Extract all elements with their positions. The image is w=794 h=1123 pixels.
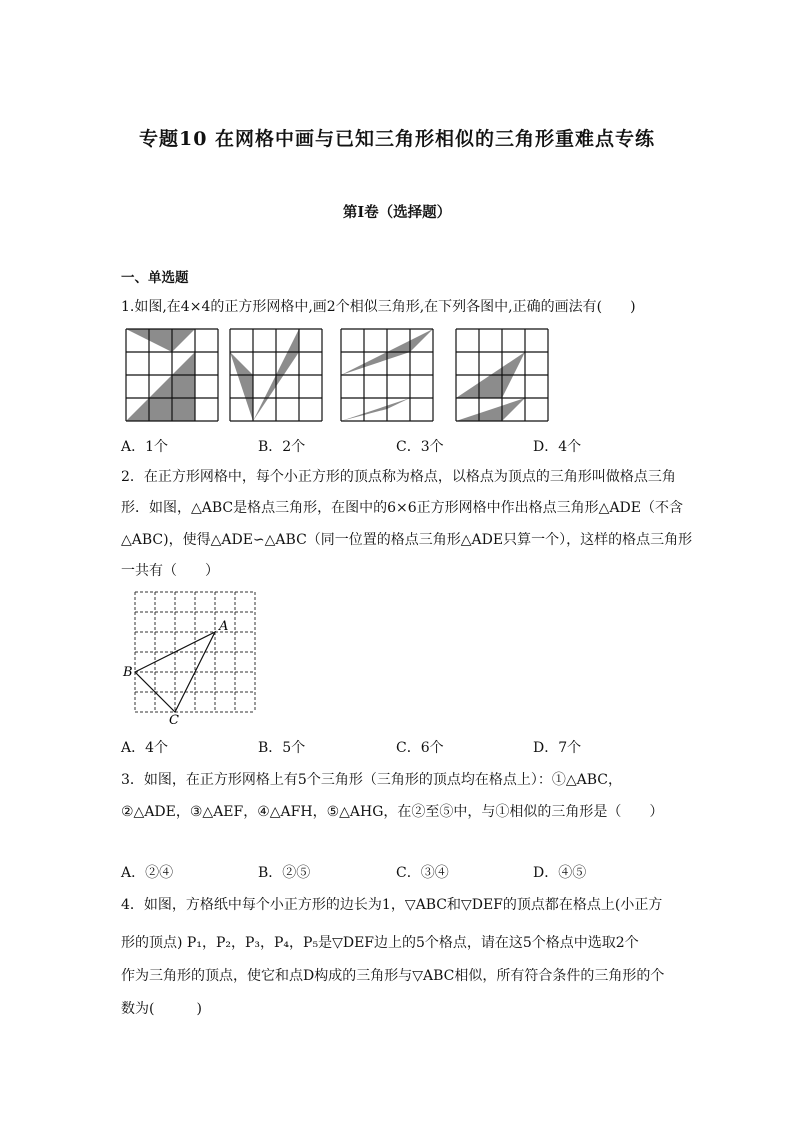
q1-figure-3 bbox=[341, 329, 433, 421]
section-heading: 一、单选题 bbox=[121, 270, 189, 286]
q2-line-3: △ABC)，使得△ADE∽△ABC（同一位置的格点三角形△ADE只算一个），这样的格点三角形 bbox=[121, 532, 693, 548]
q1-figure-2 bbox=[230, 329, 322, 421]
q1-option-a[interactable]: A．1个 bbox=[121, 439, 169, 455]
q1-figure-4 bbox=[456, 329, 548, 421]
page-title: 专题10 在网格中画与已知三角形相似的三角形重难点专练 bbox=[138, 128, 656, 150]
q2-line-4: 一共有（ ） bbox=[121, 563, 219, 579]
q1-figure-1 bbox=[126, 329, 218, 421]
q3-option-d[interactable]: D．④⑤ bbox=[533, 865, 587, 881]
q3-line-2: ②△ADE，③△AEF，④△AFH，⑤△AHG，在②至⑤中，与①相似的三角形是（ ） bbox=[121, 804, 664, 820]
q4-line-1: 4．如图，方格纸中每个小正方形的边长为1，▽ABC和▽DEF的顶点都在格点上(小正方 bbox=[121, 897, 663, 913]
q1-option-b[interactable]: B．2个 bbox=[258, 439, 306, 455]
q3-option-b[interactable]: B．②⑤ bbox=[258, 865, 311, 881]
q2-line-2: 形．如图，△ABC是格点三角形，在图中的6×6正方形网格中作出格点三角形△ADE（不含 bbox=[121, 500, 684, 516]
label-a: A bbox=[219, 619, 229, 634]
q2-option-d[interactable]: D．7个 bbox=[533, 740, 582, 756]
label-b: B bbox=[123, 665, 133, 680]
volume-heading: 第Ⅰ卷（选择题） bbox=[342, 204, 452, 221]
q4-line-3: 作为三角形的顶点，使它和点D构成的三角形与▽ABC相似，所有符合条件的三角形的个 bbox=[121, 968, 665, 984]
q2-line-1: 2．在正方形网格中，每个小正方形的顶点称为格点，以格点为顶点的三角形叫做格点三角 bbox=[121, 469, 676, 485]
q3-option-c[interactable]: C．③④ bbox=[396, 865, 449, 881]
q2-option-a[interactable]: A．4个 bbox=[121, 740, 169, 756]
q1-option-d[interactable]: D．4个 bbox=[533, 439, 582, 455]
q3-option-a[interactable]: A．②④ bbox=[121, 865, 174, 881]
q4-line-2: 形的顶点) P₁，P₂，P₃，P₄，P₅是▽DEF边上的5个格点，请在这5个格点中选取2个 bbox=[121, 935, 639, 951]
q2-option-c[interactable]: C．6个 bbox=[396, 740, 444, 756]
label-c: C bbox=[169, 713, 179, 728]
q2-figure bbox=[123, 592, 255, 728]
q2-option-b[interactable]: B．5个 bbox=[258, 740, 306, 756]
q1-text: 1.如图,在4×4的正方形网格中,画2个相似三角形,在下列各图中,正确的画法有( ) bbox=[121, 299, 636, 315]
q1-option-c[interactable]: C．3个 bbox=[396, 439, 444, 455]
q4-line-4: 数为( ) bbox=[121, 1001, 202, 1017]
q3-line-1: 3．如图，在正方形网格上有5个三角形（三角形的顶点均在格点上）：①△ABC， bbox=[121, 772, 622, 788]
